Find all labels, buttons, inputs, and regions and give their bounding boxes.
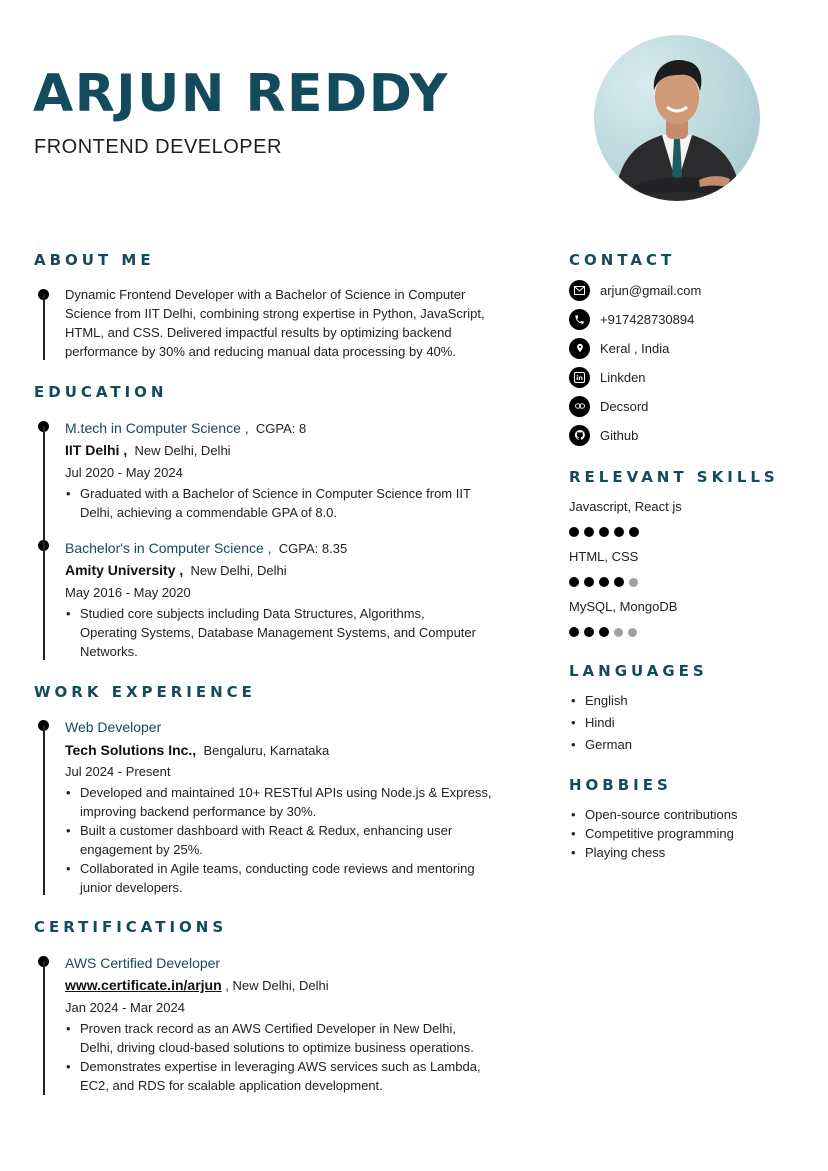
hobby-item: • Playing chess xyxy=(569,843,737,862)
language-item: • Hindi xyxy=(569,712,632,734)
education-entry-1-header xyxy=(65,419,306,438)
location-icon xyxy=(569,338,590,359)
link-icon xyxy=(569,396,590,417)
section-title-certifications: CERTIFICATIONS xyxy=(34,918,228,936)
languages-list xyxy=(569,690,632,756)
timeline-line xyxy=(43,294,45,360)
certification-link-row xyxy=(65,976,329,995)
candidate-role: FRONTEND DEVELOPER xyxy=(34,136,282,158)
skill-label: Javascript, React js xyxy=(569,499,682,514)
contact-github[interactable]: Github xyxy=(569,424,638,446)
language-item: • English xyxy=(569,690,632,712)
rating-dot-filled xyxy=(569,627,579,637)
education-bullets xyxy=(64,604,476,661)
company-name: Tech Solutions Inc., xyxy=(65,742,197,758)
rating-dot-filled xyxy=(614,577,624,587)
certification-location: , New Delhi, Delhi xyxy=(225,978,329,993)
section-title-education: EDUCATION xyxy=(34,383,168,401)
rating-dot-filled xyxy=(614,527,624,537)
education-dates: Jul 2020 - May 2024 xyxy=(65,465,183,480)
section-title-about: ABOUT ME xyxy=(34,251,155,269)
rating-dot-filled xyxy=(599,627,609,637)
email-icon xyxy=(569,280,590,301)
rating-dot-filled xyxy=(569,527,579,537)
contact-phone[interactable]: +917428730894 xyxy=(569,308,694,330)
rating-dot-filled xyxy=(584,527,594,537)
section-title-contact: CONTACT xyxy=(569,251,676,269)
list-item: • Proven track record as an AWS Certified Developer in New Delhi, Delhi, driving cloud-based solutions to optimize business operations. xyxy=(64,1019,481,1057)
list-item: • Developed and maintained 10+ RESTful APIs using Node.js & Express, improving backend performance by 30%. xyxy=(64,783,492,821)
list-item: • Demonstrates expertise in leveraging AWS services such as Lambda, EC2, and RDS for scalable application development. xyxy=(64,1057,481,1095)
job-company xyxy=(65,741,329,760)
education-entry-2-school xyxy=(65,561,287,580)
skill-label: MySQL, MongoDB xyxy=(569,599,678,614)
education-dates: May 2016 - May 2020 xyxy=(65,585,191,600)
list-item: • Studied core subjects including Data Structures, Algorithms, Operating Systems, Database Management Systems, and Computer Networks. xyxy=(64,604,476,661)
linkedin-icon xyxy=(569,367,590,388)
skill-rating xyxy=(569,527,639,537)
education-bullets xyxy=(64,484,471,522)
skill-rating xyxy=(569,627,637,637)
profile-photo xyxy=(594,35,760,201)
rating-dot-filled xyxy=(584,577,594,587)
timeline-line xyxy=(43,961,45,1095)
svg-text:in: in xyxy=(576,373,583,382)
timeline-line xyxy=(43,725,45,895)
rating-dot-filled xyxy=(599,527,609,537)
rating-dot-empty xyxy=(614,628,623,637)
certification-dates: Jan 2024 - Mar 2024 xyxy=(65,1000,185,1015)
contact-email[interactable]: arjun@gmail.com xyxy=(569,279,701,301)
section-title-languages: LANGUAGES xyxy=(569,662,708,680)
timeline-line xyxy=(43,426,45,660)
rating-dot-filled xyxy=(599,577,609,587)
about-text: Dynamic Frontend Developer with a Bachelor of Science in Computer Science from IIT Delhi, combining strong expertise in Python, JavaScript, HTML, and CSS. Delivered impactful results by optimizing backend performance by 30% and reducing manual data processing by 40%. xyxy=(65,287,485,359)
certificate-link[interactable]: www.certificate.in/arjun xyxy=(65,977,222,993)
person-portrait-icon xyxy=(594,35,760,201)
hobbies-list xyxy=(569,805,737,862)
contact-location: Keral , India xyxy=(569,337,669,359)
skill-label: HTML, CSS xyxy=(569,549,639,564)
list-item: • Graduated with a Bachelor of Science in Computer Science from IIT Delhi, achieving a commendable GPA of 8.0. xyxy=(64,484,471,522)
hobby-item: • Open-source contributions xyxy=(569,805,737,824)
job-bullets xyxy=(64,783,492,897)
job-title: Web Developer xyxy=(65,719,162,735)
gpa: CGPA: 8 xyxy=(255,421,307,436)
github-icon xyxy=(569,425,590,446)
rating-dot-filled xyxy=(629,527,639,537)
school-name: Amity University , xyxy=(65,562,184,578)
education-entry-1-school xyxy=(65,441,231,460)
hobby-item: • Competitive programming xyxy=(569,824,737,843)
skill-rating xyxy=(569,577,638,587)
certification-name: AWS Certified Developer xyxy=(65,955,221,971)
list-item: • Collaborated in Agile teams, conducting code reviews and mentoring junior developers. xyxy=(64,859,492,897)
degree-title: Bachelor's in Computer Science , xyxy=(65,540,272,556)
rating-dot-empty xyxy=(629,578,638,587)
contact-discord[interactable]: Decsord xyxy=(569,395,648,417)
school-location: New Delhi, Delhi xyxy=(190,563,287,578)
job-dates: Jul 2024 - Present xyxy=(65,764,171,779)
certification-bullets xyxy=(64,1019,481,1095)
section-title-work: WORK EXPERIENCE xyxy=(34,683,256,701)
rating-dot-empty xyxy=(628,628,637,637)
candidate-name: ARJUN REDDY xyxy=(33,64,449,124)
school-location: New Delhi, Delhi xyxy=(134,443,231,458)
contact-linkedin[interactable]: in Linkden xyxy=(569,366,646,388)
rating-dot-filled xyxy=(584,627,594,637)
rating-dot-filled xyxy=(569,577,579,587)
company-location: Bengaluru, Karnataka xyxy=(203,743,330,758)
list-item: • Built a customer dashboard with React & Redux, enhancing user engagement by 25%. xyxy=(64,821,492,859)
education-entry-2-header xyxy=(65,539,347,558)
section-title-skills: RELEVANT SKILLS xyxy=(569,468,779,486)
section-title-hobbies: HOBBIES xyxy=(569,776,672,794)
degree-title: M.tech in Computer Science , xyxy=(65,420,249,436)
gpa: CGPA: 8.35 xyxy=(278,541,348,556)
school-name: IIT Delhi , xyxy=(65,442,128,458)
phone-icon xyxy=(569,309,590,330)
language-item: • German xyxy=(569,734,632,756)
